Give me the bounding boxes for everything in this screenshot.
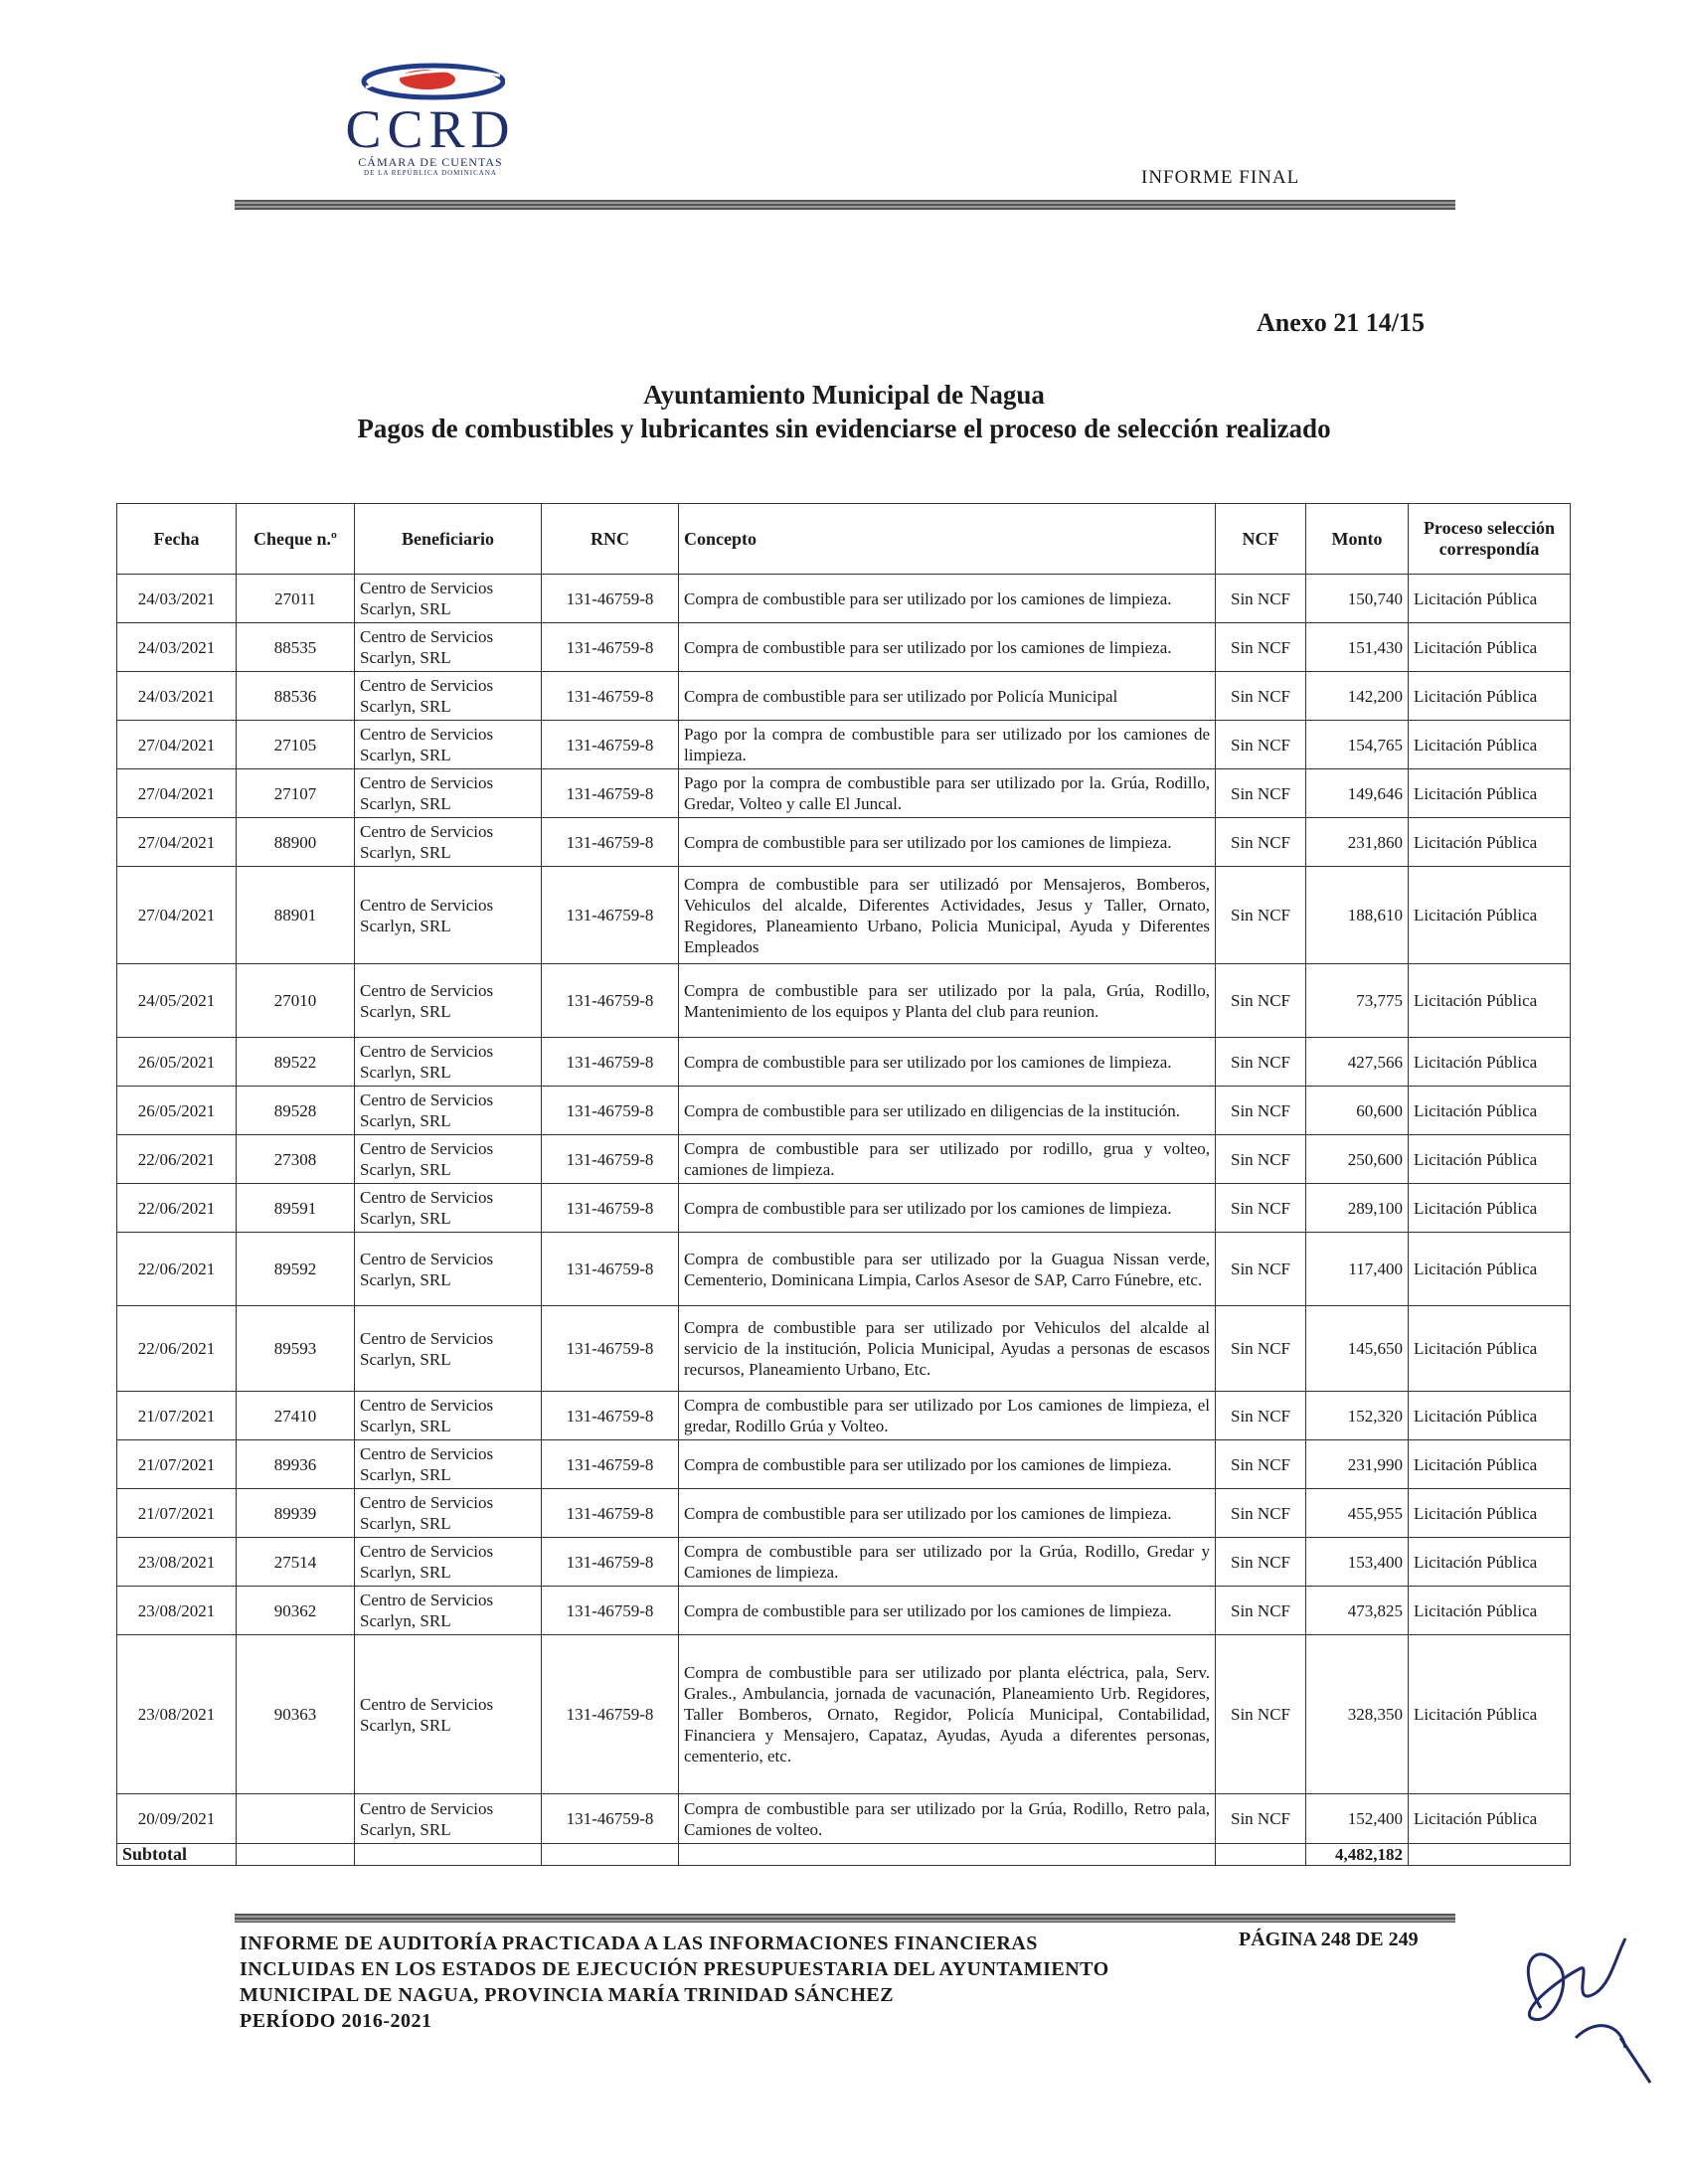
cell-rnc: 131-46759-8 [542,1087,679,1135]
cell-fecha: 24/03/2021 [117,623,237,672]
cell-monto: 149,646 [1306,769,1409,818]
cell-cheque: 89528 [237,1087,355,1135]
cell-cheque: 89592 [237,1233,355,1306]
cell-monto: 73,775 [1306,964,1409,1038]
cell-rnc: 131-46759-8 [542,1306,679,1392]
payments-table [116,503,1571,1866]
cell-proceso: Licitación Pública [1409,672,1571,721]
cell-ncf: Sin NCF [1216,867,1306,964]
informe-final-label: INFORME FINAL [1141,167,1300,188]
cell-beneficiario: Centro de Servicios Scarlyn, SRL [355,1794,542,1844]
header-rule [235,200,1455,210]
header-beneficiario: Beneficiario [355,504,542,575]
cell-fecha: 22/06/2021 [117,1233,237,1306]
logo-acronym: CCRD [345,99,516,159]
cell-monto: 328,350 [1306,1635,1409,1794]
cell-beneficiario: Centro de Servicios Scarlyn, SRL [355,1538,542,1587]
cell-monto: 60,600 [1306,1087,1409,1135]
cell-proceso: Licitación Pública [1409,1635,1571,1794]
header-ncf: NCF [1216,504,1306,575]
cell-rnc: 131-46759-8 [542,818,679,867]
cell-fecha: 26/05/2021 [117,1038,237,1087]
footer-line-2: INCLUIDAS EN LOS ESTADOS DE EJECUCIÓN PRESUPUESTARIA DEL AYUNTAMIENTO [240,1958,1109,1980]
cell-beneficiario: Centro de Servicios Scarlyn, SRL [355,721,542,769]
cell-proceso: Licitación Pública [1409,1038,1571,1087]
cell-ncf: Sin NCF [1216,1635,1306,1794]
cell-monto: 152,400 [1306,1794,1409,1844]
logo-line-2: DE LA REPÚBLICA DOMINICANA [364,169,497,177]
cell-beneficiario: Centro de Servicios Scarlyn, SRL [355,1489,542,1538]
cell-rnc: 131-46759-8 [542,1038,679,1087]
table-row [117,769,1571,818]
cell-proceso: Licitación Pública [1409,964,1571,1038]
cell-fecha: 20/09/2021 [117,1794,237,1844]
table-row [117,867,1571,964]
cell-rnc: 131-46759-8 [542,623,679,672]
table-row [117,721,1571,769]
cell-ncf: Sin NCF [1216,1794,1306,1844]
cell-proceso: Licitación Pública [1409,623,1571,672]
logo-line-1: CÁMARA DE CUENTAS [358,155,503,169]
table-row [117,1538,1571,1587]
cell-cheque: 89939 [237,1489,355,1538]
cell-fecha: 21/07/2021 [117,1440,237,1489]
cell-concepto: Compra de combustible para ser utilizado por rodillo, grua y volteo, camiones de limpieza. [679,1135,1216,1184]
cell-monto: 154,765 [1306,721,1409,769]
table-row [117,964,1571,1038]
table-row [117,1392,1571,1440]
cell-fecha: 24/03/2021 [117,575,237,623]
table-row [117,1087,1571,1135]
cell-rnc: 131-46759-8 [542,1440,679,1489]
cell-fecha: 22/06/2021 [117,1135,237,1184]
cell-beneficiario: Centro de Servicios Scarlyn, SRL [355,1087,542,1135]
cell-cheque: 89936 [237,1440,355,1489]
cell-fecha: 21/07/2021 [117,1489,237,1538]
cell-proceso: Licitación Pública [1409,1794,1571,1844]
cell-monto: 427,566 [1306,1038,1409,1087]
page-title: Ayuntamiento Municipal de Nagua [643,380,1045,410]
cell-rnc: 131-46759-8 [542,1635,679,1794]
cell-cheque: 27514 [237,1538,355,1587]
cell-fecha: 24/05/2021 [117,964,237,1038]
cell-concepto: Pago por la compra de combustible para ser utilizado por los camiones de limpieza. [679,721,1216,769]
annex-label: Anexo 21 14/15 [1257,308,1425,337]
cell-monto: 152,320 [1306,1392,1409,1440]
cell-concepto: Compra de combustible para ser utilizado por los camiones de limpieza. [679,575,1216,623]
cell-proceso: Licitación Pública [1409,1489,1571,1538]
cell-fecha: 27/04/2021 [117,721,237,769]
cell-ncf: Sin NCF [1216,721,1306,769]
cell-ncf: Sin NCF [1216,818,1306,867]
footer-rule [235,1914,1455,1923]
cell-beneficiario: Centro de Servicios Scarlyn, SRL [355,672,542,721]
cell-rnc: 131-46759-8 [542,1233,679,1306]
cell-cheque: 88536 [237,672,355,721]
cell-rnc: 131-46759-8 [542,721,679,769]
cell-proceso: Licitación Pública [1409,1184,1571,1233]
cell-rnc: 131-46759-8 [542,1135,679,1184]
cell-rnc: 131-46759-8 [542,867,679,964]
cell-cheque: 88900 [237,818,355,867]
cell-proceso: Licitación Pública [1409,1587,1571,1635]
cell-cheque: 27410 [237,1392,355,1440]
cell-proceso: Licitación Pública [1409,1538,1571,1587]
cell-rnc: 131-46759-8 [542,769,679,818]
cell-concepto: Compra de combustible para ser utilizado por los camiones de limpieza. [679,1489,1216,1538]
cell-ncf: Sin NCF [1216,1184,1306,1233]
ccrd-logo [316,58,545,177]
cell-concepto: Compra de combustible para ser utilizado por la Grúa, Rodillo, Gredar y Camiones de limpieza. [679,1538,1216,1587]
cell-fecha: 23/08/2021 [117,1538,237,1587]
cell-proceso: Licitación Pública [1409,1233,1571,1306]
table-row [117,1635,1571,1794]
cell-ncf: Sin NCF [1216,1392,1306,1440]
cell-fecha: 27/04/2021 [117,769,237,818]
cell-beneficiario: Centro de Servicios Scarlyn, SRL [355,769,542,818]
page-subtitle: Pagos de combustibles y lubricantes sin evidenciarse el proceso de selección realizado [357,414,1331,443]
cell-proceso: Licitación Pública [1409,575,1571,623]
cell-fecha: 24/03/2021 [117,672,237,721]
cell-cheque: 89522 [237,1038,355,1087]
cell-fecha: 21/07/2021 [117,1392,237,1440]
cell-monto: 153,400 [1306,1538,1409,1587]
cell-proceso: Licitación Pública [1409,1087,1571,1135]
cell-beneficiario: Centro de Servicios Scarlyn, SRL [355,1587,542,1635]
cell-ncf: Sin NCF [1216,1587,1306,1635]
cell-beneficiario: Centro de Servicios Scarlyn, SRL [355,623,542,672]
header-proceso: Proceso selección correspondía [1409,504,1571,575]
cell-ncf: Sin NCF [1216,1489,1306,1538]
header-rnc: RNC [542,504,679,575]
cell-proceso: Licitación Pública [1409,721,1571,769]
ccrd-logo-emblem-icon [356,58,505,105]
cell-monto: 188,610 [1306,867,1409,964]
cell-concepto: Compra de combustible para ser utilizado por la pala, Grúa, Rodillo, Mantenimiento de los equipos y Planta del club para reunion. [679,964,1216,1038]
cell-proceso: Licitación Pública [1409,1306,1571,1392]
cell-ncf: Sin NCF [1216,1135,1306,1184]
table-row [117,623,1571,672]
subtotal-label: Subtotal [117,1844,237,1866]
cell-monto: 151,430 [1306,623,1409,672]
header-fecha: Fecha [117,504,237,575]
footer-line-4: PERÍODO 2016-2021 [240,2010,432,2032]
table-row [117,1794,1571,1844]
cell-beneficiario: Centro de Servicios Scarlyn, SRL [355,1038,542,1087]
cell-concepto: Compra de combustible para ser utilizado por los camiones de limpieza. [679,1587,1216,1635]
cell-proceso: Licitación Pública [1409,818,1571,867]
cell-concepto: Compra de combustible para ser utilizado en diligencias de la institución. [679,1087,1216,1135]
table-body [117,575,1571,1844]
subtotal-value: 4,482,182 [1306,1844,1409,1866]
table-row [117,1233,1571,1306]
cell-monto: 250,600 [1306,1135,1409,1184]
cell-concepto: Compra de combustible para ser utilizadó por Mensajeros, Bomberos, Vehiculos del alcalde, Diferentes Actividades, Jesus y Taller, Ornato, Regidores, Planeamiento Urbano, Policia Municipal, Ayuda y Diferentes Empleados [679,867,1216,964]
cell-concepto: Compra de combustible para ser utilizado por Policía Municipal [679,672,1216,721]
cell-monto: 289,100 [1306,1184,1409,1233]
cell-rnc: 131-46759-8 [542,575,679,623]
handwritten-signature-icon [1501,1899,1660,2088]
header-monto: Monto [1306,504,1409,575]
subtotal-row [117,1844,1571,1866]
cell-cheque: 90362 [237,1587,355,1635]
footer-text [240,1931,1214,2034]
cell-fecha: 26/05/2021 [117,1087,237,1135]
cell-monto: 145,650 [1306,1306,1409,1392]
cell-concepto: Compra de combustible para ser utilizado por la Grúa, Rodillo, Retro pala, Camiones de volteo. [679,1794,1216,1844]
cell-concepto: Compra de combustible para ser utilizado por Vehiculos del alcalde al servicio de la institución, Policia Municipal, Ayudas a personas de escasos recursos, Planeamiento Urbano, Etc. [679,1306,1216,1392]
cell-proceso: Licitación Pública [1409,769,1571,818]
cell-cheque [237,1794,355,1844]
cell-rnc: 131-46759-8 [542,1794,679,1844]
cell-rnc: 131-46759-8 [542,1489,679,1538]
cell-beneficiario: Centro de Servicios Scarlyn, SRL [355,867,542,964]
cell-beneficiario: Centro de Servicios Scarlyn, SRL [355,1440,542,1489]
cell-ncf: Sin NCF [1216,1538,1306,1587]
cell-beneficiario: Centro de Servicios Scarlyn, SRL [355,1135,542,1184]
cell-fecha: 23/08/2021 [117,1587,237,1635]
cell-rnc: 131-46759-8 [542,1392,679,1440]
cell-concepto: Compra de combustible para ser utilizado por Los camiones de limpieza, el gredar, Rodillo Grúa y Volteo. [679,1392,1216,1440]
header-concepto: Concepto [679,504,1216,575]
cell-cheque: 89591 [237,1184,355,1233]
table-row [117,1184,1571,1233]
table-row [117,1306,1571,1392]
footer-line-3: MUNICIPAL DE NAGUA, PROVINCIA MARÍA TRINIDAD SÁNCHEZ [240,1984,895,2006]
cell-monto: 142,200 [1306,672,1409,721]
cell-ncf: Sin NCF [1216,623,1306,672]
table-row [117,1587,1571,1635]
cell-cheque: 27011 [237,575,355,623]
cell-ncf: Sin NCF [1216,1087,1306,1135]
cell-ncf: Sin NCF [1216,672,1306,721]
cell-cheque: 27308 [237,1135,355,1184]
cell-cheque: 89593 [237,1306,355,1392]
cell-ncf: Sin NCF [1216,1233,1306,1306]
footer-line-1: INFORME DE AUDITORÍA PRACTICADA A LAS INFORMACIONES FINANCIERAS [240,1932,1038,1954]
cell-proceso: Licitación Pública [1409,1440,1571,1489]
cell-proceso: Licitación Pública [1409,1135,1571,1184]
cell-proceso: Licitación Pública [1409,867,1571,964]
cell-rnc: 131-46759-8 [542,1538,679,1587]
cell-beneficiario: Centro de Servicios Scarlyn, SRL [355,1392,542,1440]
cell-concepto: Compra de combustible para ser utilizado por los camiones de limpieza. [679,1038,1216,1087]
cell-beneficiario: Centro de Servicios Scarlyn, SRL [355,818,542,867]
cell-proceso: Licitación Pública [1409,1392,1571,1440]
cell-fecha: 27/04/2021 [117,818,237,867]
cell-monto: 117,400 [1306,1233,1409,1306]
cell-ncf: Sin NCF [1216,964,1306,1038]
table-row [117,1440,1571,1489]
cell-beneficiario: Centro de Servicios Scarlyn, SRL [355,1306,542,1392]
table-row [117,818,1571,867]
cell-ncf: Sin NCF [1216,575,1306,623]
cell-beneficiario: Centro de Servicios Scarlyn, SRL [355,964,542,1038]
cell-monto: 150,740 [1306,575,1409,623]
cell-ncf: Sin NCF [1216,1440,1306,1489]
cell-concepto: Compra de combustible para ser utilizado por los camiones de limpieza. [679,1184,1216,1233]
page-number: PÁGINA 248 DE 249 [1239,1929,1419,1950]
cell-concepto: Compra de combustible para ser utilizado por los camiones de limpieza. [679,623,1216,672]
cell-monto: 473,825 [1306,1587,1409,1635]
cell-concepto: Compra de combustible para ser utilizado por planta eléctrica, pala, Serv. Grales., Ambulancia, jornada de vacunación, Planeamiento Urb. Regidores, Taller Bomberos, Ornato, Regidor, Policía Municipal, Contabilidad, Financiera y Mensajero, Capataz, Ayudas, Ayuda a diferentes personas, cementerio, etc. [679,1635,1216,1794]
cell-concepto: Compra de combustible para ser utilizado por la Guagua Nissan verde, Cementerio, Dominicana Limpia, Carlos Asesor de SAP, Carro Fúnebre, etc. [679,1233,1216,1306]
table-row [117,1489,1571,1538]
cell-fecha: 23/08/2021 [117,1635,237,1794]
table-row [117,575,1571,623]
cell-cheque: 88901 [237,867,355,964]
cell-rnc: 131-46759-8 [542,1184,679,1233]
cell-beneficiario: Centro de Servicios Scarlyn, SRL [355,1233,542,1306]
cell-fecha: 22/06/2021 [117,1306,237,1392]
cell-beneficiario: Centro de Servicios Scarlyn, SRL [355,1635,542,1794]
cell-rnc: 131-46759-8 [542,964,679,1038]
cell-concepto: Compra de combustible para ser utilizado por los camiones de limpieza. [679,1440,1216,1489]
cell-monto: 231,990 [1306,1440,1409,1489]
cell-fecha: 22/06/2021 [117,1184,237,1233]
cell-cheque: 27107 [237,769,355,818]
cell-cheque: 90363 [237,1635,355,1794]
cell-rnc: 131-46759-8 [542,1587,679,1635]
cell-ncf: Sin NCF [1216,769,1306,818]
cell-concepto: Compra de combustible para ser utilizado por los camiones de limpieza. [679,818,1216,867]
cell-beneficiario: Centro de Servicios Scarlyn, SRL [355,1184,542,1233]
cell-cheque: 27105 [237,721,355,769]
cell-beneficiario: Centro de Servicios Scarlyn, SRL [355,575,542,623]
cell-rnc: 131-46759-8 [542,672,679,721]
table-header-row [117,504,1571,575]
table-row [117,1038,1571,1087]
cell-monto: 231,860 [1306,818,1409,867]
cell-monto: 455,955 [1306,1489,1409,1538]
cell-cheque: 27010 [237,964,355,1038]
cell-concepto: Pago por la compra de combustible para ser utilizado por la. Grúa, Rodillo, Gredar, Volteo y calle El Juncal. [679,769,1216,818]
table-row [117,672,1571,721]
header-cheque: Cheque n.º [237,504,355,575]
cell-ncf: Sin NCF [1216,1038,1306,1087]
cell-ncf: Sin NCF [1216,1306,1306,1392]
cell-cheque: 88535 [237,623,355,672]
table-row [117,1135,1571,1184]
cell-fecha: 27/04/2021 [117,867,237,964]
